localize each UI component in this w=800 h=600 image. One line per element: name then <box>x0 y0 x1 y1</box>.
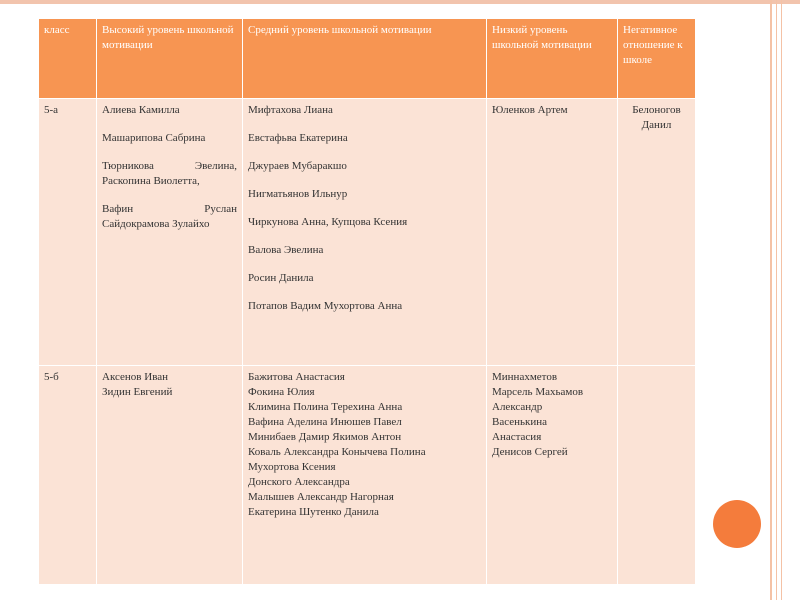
student-name: Фокина Юлия <box>248 386 315 398</box>
student-name: Анастасия <box>492 431 542 443</box>
header-negative: Негативное отношение к школе <box>618 19 696 99</box>
student-name: Донского Александра <box>248 476 350 488</box>
header-medium: Средний уровень школьной мотивации <box>243 19 487 99</box>
cell-low <box>487 99 618 366</box>
student-name: Александр <box>492 401 543 413</box>
student-name: Мухортова Ксения <box>248 461 336 473</box>
cell-medium <box>243 99 487 366</box>
cell-high <box>97 99 243 366</box>
decorative-rule <box>770 0 772 600</box>
cell-negative <box>618 99 696 366</box>
student-name: Аксенов Иван <box>102 371 169 383</box>
decorative-circle <box>713 500 761 548</box>
student-name: Мифтахова Лиана <box>248 104 333 116</box>
student-name: Алиева Камилла <box>102 104 180 116</box>
motivation-table <box>38 18 696 585</box>
decorative-rule <box>776 0 777 600</box>
cell-low <box>487 366 618 585</box>
table-row <box>39 99 696 366</box>
student-name: Вафин Руслан Сайдокрамова Зулайхо <box>102 203 237 230</box>
student-name: Джураев Мубаракшо <box>248 160 347 172</box>
header-class: класс <box>39 19 97 99</box>
decorative-rule <box>781 0 782 600</box>
student-name: Малышев Александр Нагорная <box>248 491 394 503</box>
student-name: Евстафьва Екатерина <box>248 132 348 144</box>
cell-negative <box>618 366 696 585</box>
student-name: Бажитова Анастасия <box>248 371 345 383</box>
cell-class: 5-а <box>39 99 97 366</box>
student-name: Белоногов Данил <box>632 104 681 131</box>
student-name: Тюрникова Эвелина, Раскопина Виолетта, <box>102 160 237 187</box>
header-high: Высокий уровень школьной мотивации <box>97 19 243 99</box>
student-name: Екатерина Шутенко Данила <box>248 506 379 518</box>
student-name: Юленков Артем <box>492 104 568 116</box>
cell-medium <box>243 366 487 585</box>
slide-top-border <box>0 0 800 4</box>
student-name: Нигматьянов Ильнур <box>248 188 348 200</box>
student-name: Росин Данила <box>248 272 314 284</box>
student-name: Машарипова Сабрина <box>102 132 206 144</box>
student-name: Чиркунова Анна, Купцова Ксения <box>248 216 408 228</box>
student-name: Вафина Аделина Инюшев Павел <box>248 416 402 428</box>
student-name: Климина Полина Терехина Анна <box>248 401 403 413</box>
student-name: Миннахметов <box>492 371 558 383</box>
cell-class: 5-б <box>39 366 97 585</box>
table-row <box>39 366 696 585</box>
header-low: Низкий уровень школьной мотивации <box>487 19 618 99</box>
student-name: Зидин Евгений <box>102 386 173 398</box>
cell-high <box>97 366 243 585</box>
student-name: Коваль Александра Конычева Полина <box>248 446 426 458</box>
student-name: Валова Эвелина <box>248 244 324 256</box>
table-header-row <box>39 19 696 99</box>
student-name: Минибаев Дамир Якимов Антон <box>248 431 402 443</box>
student-name: Васенькина <box>492 416 548 428</box>
student-name: Денисов Сергей <box>492 446 568 458</box>
student-name: Марсель Махьамов <box>492 386 584 398</box>
student-name: Потапов Вадим Мухортова Анна <box>248 300 403 312</box>
